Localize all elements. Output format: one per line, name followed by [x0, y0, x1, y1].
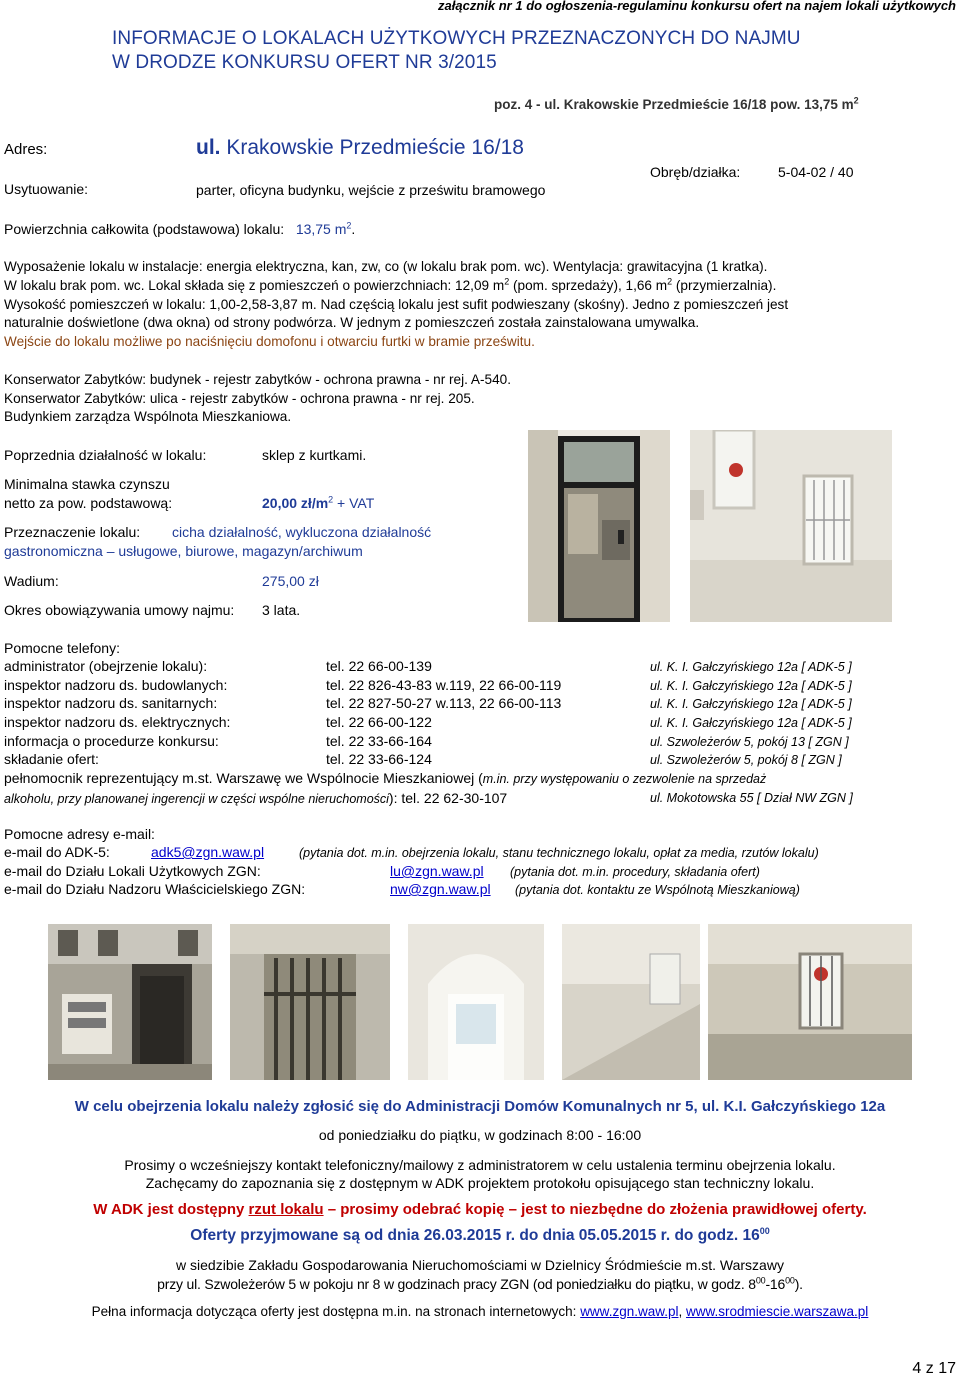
phone-role: składanie ofert: — [4, 751, 99, 767]
phone-number: tel. 22 33-66-124 — [326, 751, 432, 767]
email-label-nw: e-mail do Działu Nadzoru Właścicielskiego ZGN: — [4, 881, 306, 897]
photo-archway — [408, 924, 544, 1080]
email-note-adk5: (pytania dot. m.in. obejrzenia lokalu, stanu technicznego lokalu, opłat za media, rzutów lokalu) — [299, 846, 819, 860]
phone-address: ul. K. I. Gałczyńskiego 12a [ ADK-5 ] — [650, 679, 852, 693]
offers-dates: Oferty przyjmowane są od dnia 26.03.2015 r. do dnia 05.05.2015 r. do godz. $16^{00}$ — [190, 1225, 770, 1244]
purpose-value-1: cicha działalność, wykluczona działalność — [172, 524, 432, 540]
contact-note-1: Prosimy o wcześniejszy kontakt telefoniczny/mailowy z administratorem w celu ustalenia terminu obejrzenia lokalu. — [124, 1157, 836, 1173]
phone-role: inspektor nadzoru ds. elektrycznych: — [4, 714, 231, 730]
full-info-line: Pełna informacja dotycząca oferty jest dostępna m.in. na stronach internetowych: www.zgn.waw.pl, www.srodmiescie.warszawa.pl — [91, 1304, 869, 1319]
position-heading: poz. 4 - ul. Krakowskie Przedmieście 16/18 pow. 13,75 $m^2$ — [494, 95, 859, 112]
phone-number: tel. 22 66-00-122 — [326, 714, 432, 730]
adk-note: W ADK jest dostępny rzut lokalu – prosimy odebrać kopię – jest to niezbędne do złożenia prawidłowej oferty. — [93, 1201, 867, 1218]
photo-room-windows — [690, 430, 892, 622]
phone-role: informacja o procedurze konkursu: — [4, 733, 219, 749]
conservation-line2: Konserwator Zabytków: ulica - rejestr zabytków - ochrona prawna - nr rej. 205. — [4, 391, 475, 406]
photo-glass-door — [528, 430, 670, 622]
email-label-lu: e-mail do Działu Lokali Użytkowych ZGN: — [4, 863, 261, 879]
deposit-label: Wadium: — [4, 573, 59, 589]
contact-note-2: Zachęcamy do zapoznania się z dostępnym w ADK projektem protokołu opisującego stan techniczny lokalu. — [145, 1175, 815, 1191]
rent-label-2: netto za pow. podstawową: — [4, 495, 173, 511]
photo-stairway — [562, 924, 700, 1080]
visit-hours: od poniedziałku do piątku, w godzinach 8:00 - 16:00 — [318, 1127, 642, 1143]
plenipotentiary-address: ul. Mokotowska 55 [ Dział NW ZGN ] — [650, 791, 853, 805]
equipment-line1: Wyposażenie lokalu w instalacje: energia elektryczna, kan, zw, co (w lokalu brak pom. wc). Wentylacja: grawitacyjna (1 kratka). — [4, 259, 768, 274]
conservation-line1: Konserwator Zabytków: budynek - rejestr zabytków - ochrona prawna - nr rej. A-540. — [4, 372, 511, 387]
parcel-label: Obręb/działka: — [650, 164, 741, 180]
phone-number: tel. 22 33-66-164 — [326, 733, 432, 749]
term-value: 3 lata. — [262, 602, 301, 618]
phone-address: ul. Szwoleżerów 5, pokój 13 [ ZGN ] — [650, 735, 849, 749]
floor-plan-link[interactable]: rzut lokalu — [248, 1201, 324, 1218]
parcel-value: 5-04-02 / 40 — [778, 164, 854, 180]
location-value: parter, oficyna budynku, wejście z prześwitu bramowego — [196, 182, 546, 198]
phone-address: ul. K. I. Gałczyńskiego 12a [ ADK-5 ] — [650, 660, 852, 674]
photo-gate-courtyard — [230, 924, 390, 1080]
address-label: Adres: — [4, 141, 48, 158]
page-title-line2: W DRODZE KONKURSU OFERT NR 3/2015 — [112, 52, 497, 73]
purpose-label: Przeznaczenie lokalu: — [4, 524, 141, 540]
prev-activity-value: sklep z kurtkami. — [262, 447, 367, 463]
rent-label-1: Minimalna stawka czynszu — [4, 476, 170, 492]
seat-line-2: przy ul. Szwoleżerów 5 w pokoju nr 8 w godzinach pracy ZGN (od poniedziałku do piątku, w godz. $8^{00}-16^{00}$). — [157, 1275, 803, 1292]
email-link-adk5[interactable]: adk5@zgn.waw.pl — [151, 844, 265, 860]
phone-address: ul. K. I. Gałczyńskiego 12a [ ADK-5 ] — [650, 716, 852, 730]
email-link-lu[interactable]: lu@zgn.waw.pl — [390, 863, 484, 879]
attachment-note: załącznik nr 1 do ogłoszenia-regulaminu konkursu ofert na najem lokali użytkowych — [438, 0, 956, 13]
address-value: ul. Krakowskie Przedmieście 16/18 — [196, 136, 524, 159]
email-note-lu: (pytania dot. m.in. procedury, składania ofert) — [510, 865, 760, 879]
phone-role: administrator (obejrzenie lokalu): — [4, 658, 208, 674]
rent-value: 20,00 $zł/m^2$ + VAT — [262, 494, 375, 511]
prev-activity-label: Poprzednia działalność w lokalu: — [4, 447, 207, 463]
term-label: Okres obowiązywania umowy najmu: — [4, 602, 235, 618]
area-line: Powierzchnia całkowita (podstawowa) lokalu: 13,75 $m^2$. — [4, 220, 356, 237]
phone-address: ul. K. I. Gałczyńskiego 12a [ ADK-5 ] — [650, 697, 852, 711]
phones-heading: Pomocne telefony: — [4, 640, 120, 656]
phone-role: inspektor nadzoru ds. budowlanych: — [4, 677, 228, 693]
plenipotentiary-line1: pełnomocnik reprezentujący m.st. Warszawę we Wspólnocie Mieszkaniowej (m.in. przy występowaniu o zezwolenie na sprzedaż — [4, 770, 767, 786]
photo-courtyard-window — [708, 924, 912, 1080]
phone-number: tel. 22 827-50-27 w.113, 22 66-00-113 — [326, 695, 562, 711]
seat-line-1: w siedzibie Zakładu Gospodarowania Nieruchomościami w Dzielnicy Śródmieście m.st. Warszawy — [176, 1257, 784, 1273]
phone-number: tel. 22 66-00-139 — [326, 658, 432, 674]
equipment-line3: Wysokość pomieszczeń w lokalu: 1,00-2,58-3,87 m. Nad częścią lokalu jest sufit podwieszany (skośny). Jedno z pomieszczeń jest — [4, 297, 789, 312]
phone-role: inspektor nadzoru ds. sanitarnych: — [4, 695, 218, 711]
visit-info: W celu obejrzenia lokalu należy zgłosić się do Administracji Domów Komunalnych nr 5, ul. K.I. Gałczyńskiego 12a — [74, 1098, 886, 1115]
deposit-value: 275,00 zł — [262, 573, 319, 589]
plenipotentiary-line2: alkoholu, przy planowanej ingerencji w części wspólne nieruchomości): tel. 22 62-30-107 — [4, 790, 508, 806]
equipment-line4: naturalnie doświetlone (dwa okna) od strony podwórza. W jednym z pomieszczeń została zainstalowana umywalka. — [4, 315, 700, 330]
phone-number: tel. 22 826-43-83 w.119, 22 66-00-119 — [326, 677, 562, 693]
purpose-value-2: gastronomiczna – usługowe, biurowe, magazyn/archiwum — [4, 543, 363, 559]
conservation-line3: Budynkiem zarządza Wspólnota Mieszkaniowa. — [4, 409, 292, 424]
emails-heading: Pomocne adresy e-mail: — [4, 826, 155, 842]
phone-address: ul. Szwoleżerów 5, pokój 8 [ ZGN ] — [650, 753, 842, 767]
email-link-nw[interactable]: nw@zgn.waw.pl — [390, 881, 491, 897]
link-zgn[interactable]: www.zgn.waw.pl — [580, 1304, 679, 1319]
page-title-line1: INFORMACJE O LOKALACH UŻYTKOWYCH PRZEZNACZONYCH DO NAJMU — [112, 28, 801, 49]
link-srodmiescie[interactable]: www.srodmiescie.warszawa.pl — [686, 1304, 869, 1319]
equipment-line5: Wejście do lokalu możliwe po naciśnięciu domofonu i otwarciu furtki w bramie prześwitu. — [4, 334, 535, 349]
email-note-nw: (pytania dot. kontaktu ze Wspólnotą Mieszkaniową) — [515, 883, 800, 897]
equipment-line2: W lokalu brak pom. wc. Lokal składa się z pomieszczeń o powierzchniach: 12,09 $m^2$ (pom. sprzedaży), 1,66 $m^2$ (przymierzalnia). — [4, 276, 777, 293]
email-label-adk5: e-mail do ADK-5: — [4, 844, 110, 860]
page-number: 4 z 17 — [912, 1360, 956, 1377]
photo-building-entrance — [48, 924, 212, 1080]
location-label: Usytuowanie: — [4, 181, 89, 197]
